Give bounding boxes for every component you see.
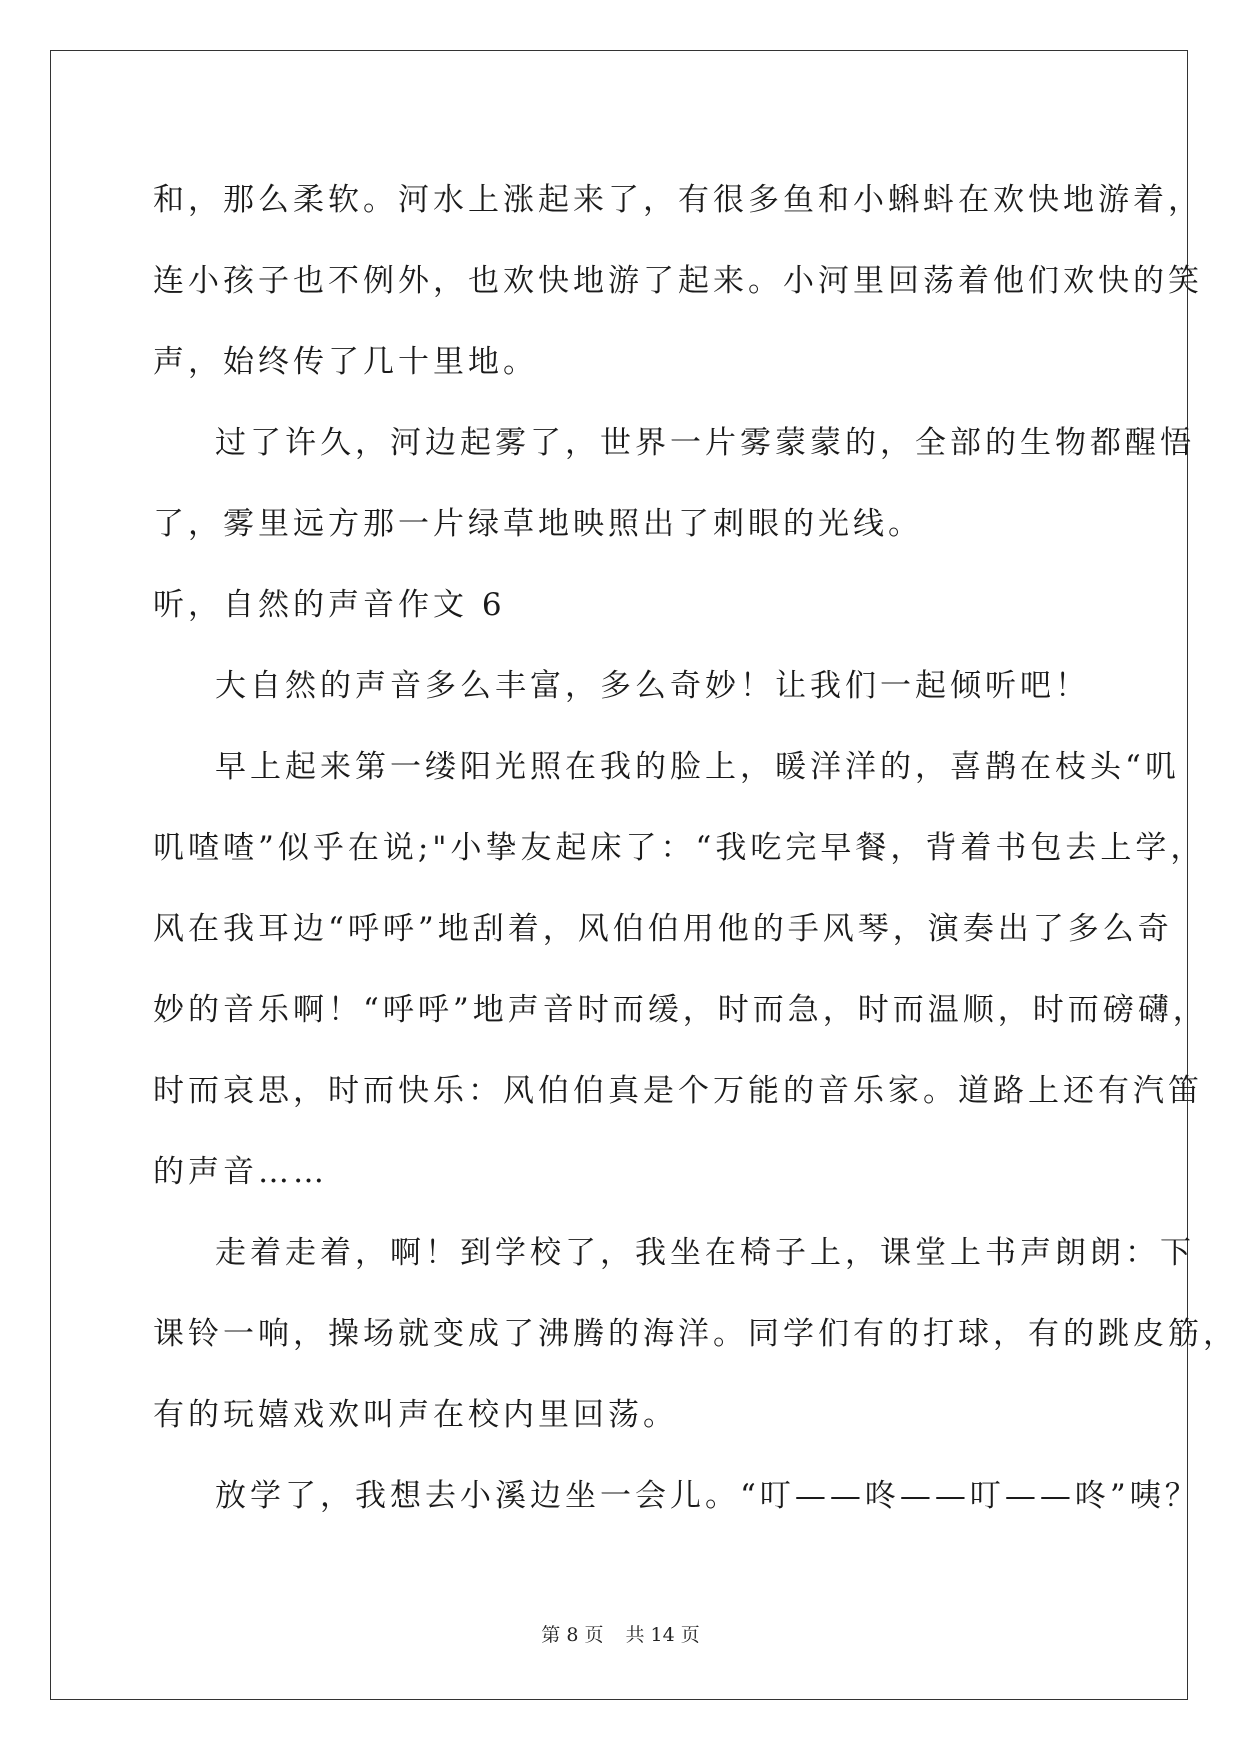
text-line: 大自然的声音多么丰富，多么奇妙！让我们一起倾听吧！	[215, 668, 1090, 704]
page-total: 共 14 页	[625, 1624, 700, 1646]
text-line: 叽喳喳”似乎在说;"小挚友起床了：“我吃完早餐，背着书包去上学，	[153, 830, 1206, 866]
text-line: 早上起来第一缕阳光照在我的脸上，暖洋洋的，喜鹊在枝头“叽	[215, 749, 1180, 785]
text-line: 和，那么柔软。河水上涨起来了，有很多鱼和小蝌蚪在欢快地游着，	[153, 182, 1203, 218]
text-line: 的声音……	[153, 1154, 328, 1190]
text-line: 连小孩子也不例外，也欢快地游了起来。小河里回荡着他们欢快的笑	[153, 263, 1203, 299]
page-number: 第 8 页	[541, 1624, 604, 1646]
document-body	[153, 160, 1238, 1537]
text-line: 有的玩嬉戏欢叫声在校内里回荡。	[153, 1397, 678, 1433]
text-line: 时而哀思，时而快乐：风伯伯真是个万能的音乐家。道路上还有汽笛	[153, 1073, 1203, 1109]
text-line: 风在我耳边“呼呼”地刮着，风伯伯用他的手风琴，演奏出了多么奇	[153, 911, 1173, 947]
text-line: 放学了，我想去小溪边坐一会儿。“叮——咚——叮——咚”咦？	[215, 1478, 1200, 1514]
page-footer	[0, 1620, 1241, 1647]
text-line: 过了许久，河边起雾了，世界一片雾蒙蒙的，全部的生物都醒悟	[215, 425, 1195, 461]
text-line: 了，雾里远方那一片绿草地映照出了刺眼的光线。	[153, 506, 923, 542]
text-line: 声，始终传了几十里地。	[153, 344, 538, 380]
text-line: 妙的音乐啊！“呼呼”地声音时而缓，时而急，时而温顺，时而磅礴，	[153, 992, 1208, 1028]
section-heading: 听，自然的声音作文 6	[153, 587, 506, 623]
text-line: 走着走着，啊！到学校了，我坐在椅子上，课堂上书声朗朗：下	[215, 1235, 1195, 1271]
text-line: 课铃一响，操场就变成了沸腾的海洋。同学们有的打球，有的跳皮筋，	[153, 1316, 1238, 1352]
